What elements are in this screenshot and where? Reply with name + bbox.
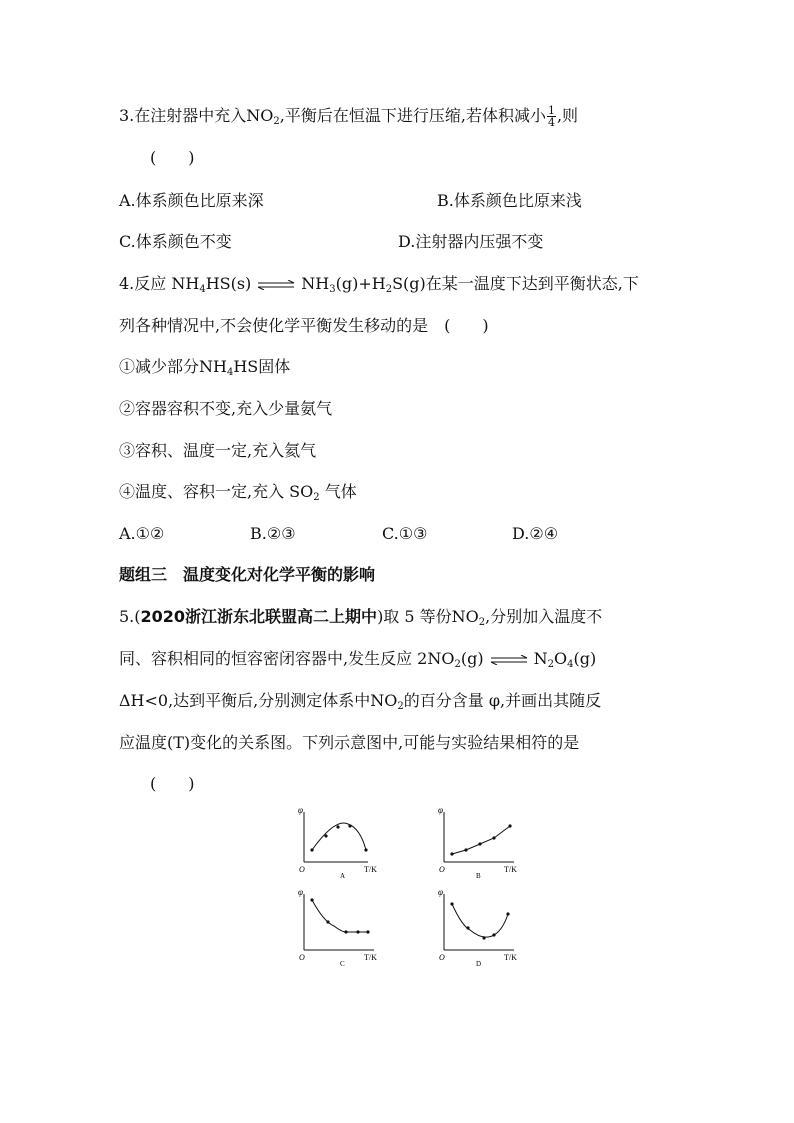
x-axis-label: T/K bbox=[364, 865, 377, 874]
q3-option-c: C.体系颜色不变 bbox=[119, 232, 232, 251]
q5-stem-line3: ΔH<0,达到平衡后,分别测定体系中$NO_2$的百分含量 φ,并画出其随反 bbox=[119, 691, 602, 712]
origin-label: O bbox=[299, 953, 305, 962]
graph-label-b: B bbox=[476, 872, 481, 880]
origin-label: O bbox=[439, 865, 445, 874]
q4-item-3: ③容积、温度一定,充入氦气 bbox=[119, 441, 317, 460]
q4-option-c: C.①③ bbox=[382, 524, 428, 543]
q4-stem-line1: 4.反应 $NH_4HS(s)$ $NH_3(g)+H_2S(g)$在某一温度下达到平衡状态,下 bbox=[119, 274, 639, 295]
equilibrium-arrow-icon bbox=[257, 280, 295, 290]
graph-label-d: D bbox=[476, 960, 482, 968]
y-axis-label: φ bbox=[298, 887, 303, 897]
q4-option-b: B.②③ bbox=[250, 524, 296, 543]
q4-item-4: ④温度、容积一定,充入 $SO_2$ 气体 bbox=[119, 482, 357, 503]
q4-option-a: A.①② bbox=[119, 524, 165, 543]
equilibrium-arrow-icon bbox=[490, 655, 528, 665]
fraction-one-quarter: $\frac{1}{4}$ bbox=[547, 104, 555, 129]
q5-answer-blank: ( ) bbox=[150, 774, 195, 793]
q4-item-2: ②容器容积不变,充入少量氨气 bbox=[119, 399, 333, 418]
q5-source: 2020浙江浙东北联盟高二上期中 bbox=[140, 607, 378, 626]
graph-c bbox=[290, 882, 390, 968]
q5-stem-line2: 同、容积相同的恒容密闭容器中,发生反应 $2NO_2(g)$ $N_2O_4(g)$ bbox=[119, 649, 597, 670]
graph-a bbox=[290, 800, 390, 880]
q4-stem-line2: 列各种情况中,不会使化学平衡发生移动的是 ( ) bbox=[119, 316, 489, 335]
y-axis-label: φ bbox=[298, 805, 303, 815]
y-axis-label: φ bbox=[438, 887, 443, 897]
section-title: 题组三 温度变化对化学平衡的影响 bbox=[119, 565, 376, 584]
x-axis-label: T/K bbox=[364, 953, 377, 962]
q5-stem-line1: 5.(2020浙江浙东北联盟高二上期中)取 5 等份$NO_2$,分别加入温度不 bbox=[119, 607, 603, 628]
q3-option-b: B.体系颜色比原来浅 bbox=[437, 191, 582, 210]
q3-option-d: D.注射器内压强不变 bbox=[398, 232, 544, 251]
q5-stem-line4: 应温度(T)变化的关系图。下列示意图中,可能与实验结果相符的是 bbox=[119, 733, 580, 752]
origin-label: O bbox=[439, 953, 445, 962]
graph-b bbox=[430, 800, 530, 880]
origin-label: O bbox=[299, 865, 305, 874]
q3-option-a: A.体系颜色比原来深 bbox=[119, 191, 264, 210]
x-axis-label: T/K bbox=[504, 953, 517, 962]
y-axis-label: φ bbox=[438, 805, 443, 815]
graph-label-c: C bbox=[340, 960, 345, 968]
x-axis-label: T/K bbox=[504, 865, 517, 874]
graph-d bbox=[430, 882, 530, 968]
graph-label-a: A bbox=[340, 872, 346, 880]
q3-answer-blank: ( ) bbox=[150, 148, 195, 167]
q4-option-d: D.②④ bbox=[512, 524, 559, 543]
q4-item-1: ①减少部分$NH_4HS$固体 bbox=[119, 357, 291, 378]
q3-stem-line1: 3.在注射器中充入$NO_2$,平衡后在恒温下进行压缩,若体积减小 $\frac{1}{4}$ ,则 bbox=[119, 104, 579, 129]
